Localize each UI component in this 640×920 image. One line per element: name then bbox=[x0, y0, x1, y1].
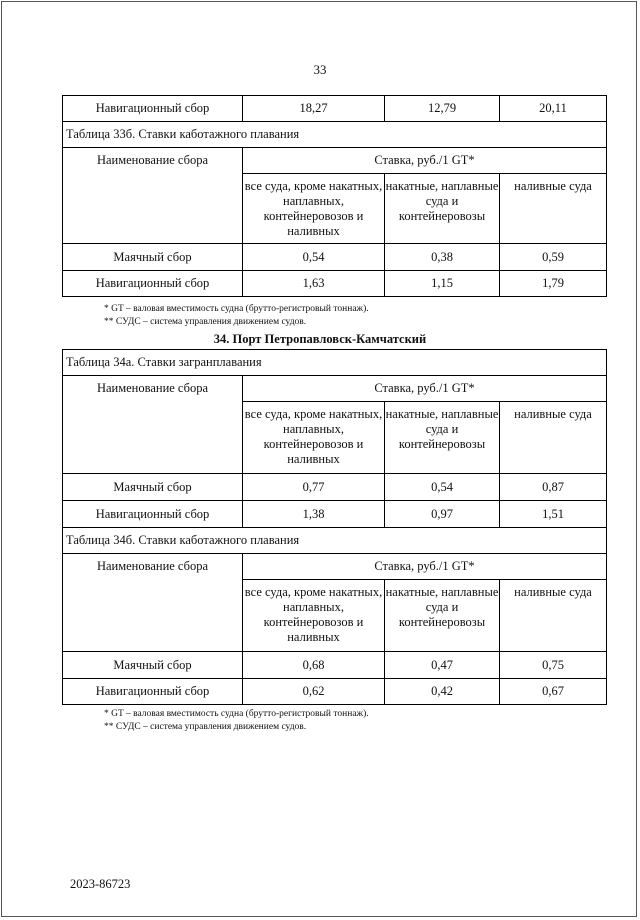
footnote-suds: ** СУДС – система управления движением судов. bbox=[104, 722, 307, 732]
column-header-rate: Ставка, руб./1 GT* bbox=[243, 148, 607, 174]
section-heading: 34. Порт Петропавловск-Камчатский bbox=[213, 332, 427, 346]
column-header-rate: Ставка, руб./1 GT* bbox=[243, 554, 607, 580]
page-number: 33 bbox=[313, 62, 327, 77]
column-header-name: Наименование сбора bbox=[63, 376, 243, 474]
table-title: Таблица 33б. Ставки каботажного плавания bbox=[63, 122, 607, 148]
row-label: Навигационный сбор bbox=[63, 96, 243, 122]
row-label: Маячный сбор bbox=[63, 652, 243, 679]
subheader-general: все суда, кроме накатных, наплавных, контейнеровозов и наливных bbox=[243, 402, 385, 474]
footnote-suds: ** СУДС – система управления движением судов. bbox=[104, 317, 307, 327]
cell-value: 0,77 bbox=[243, 474, 385, 501]
cell-value: 1,38 bbox=[243, 501, 385, 528]
cell-value: 0,68 bbox=[243, 652, 385, 679]
column-header-name: Наименование сбора bbox=[63, 554, 243, 652]
subheader-tankers: наливные суда bbox=[500, 402, 607, 474]
cell-value: 0,54 bbox=[243, 244, 385, 271]
cell-value: 1,51 bbox=[500, 501, 607, 528]
cell-value: 1,63 bbox=[243, 271, 385, 297]
subheader-tankers: наливные суда bbox=[500, 174, 607, 244]
table-row bbox=[63, 679, 607, 705]
table-row bbox=[63, 271, 607, 297]
cell-value: 0,67 bbox=[500, 679, 607, 705]
cell-value: 20,11 bbox=[500, 96, 607, 122]
cell-value: 0,47 bbox=[385, 652, 500, 679]
cell-value: 0,42 bbox=[385, 679, 500, 705]
table-row bbox=[63, 474, 607, 501]
table-row bbox=[63, 244, 607, 271]
cell-value: 0,62 bbox=[243, 679, 385, 705]
column-header-name: Наименование сбора bbox=[63, 148, 243, 244]
cell-value: 0,97 bbox=[385, 501, 500, 528]
subheader-general: все суда, кроме накатных, наплавных, контейнеровозов и наливных bbox=[243, 580, 385, 652]
row-label: Навигационный сбор bbox=[63, 501, 243, 528]
subheader-roro: накатные, наплавные суда и контейнеровозы bbox=[385, 580, 500, 652]
footnote-gt: * GT – валовая вместимость судна (брутто-регистровый тоннаж). bbox=[104, 304, 369, 314]
cell-value: 1,79 bbox=[500, 271, 607, 297]
subheader-general: все суда, кроме накатных, наплавных, контейнеровозов и наливных bbox=[243, 174, 385, 244]
column-header-rate: Ставка, руб./1 GT* bbox=[243, 376, 607, 402]
table-row bbox=[63, 96, 607, 122]
cell-value: 0,59 bbox=[500, 244, 607, 271]
cell-value: 18,27 bbox=[243, 96, 385, 122]
table-33a-continuation bbox=[62, 95, 607, 122]
cell-value: 0,54 bbox=[385, 474, 500, 501]
document-number: 2023-86723 bbox=[70, 877, 131, 891]
row-label: Навигационный сбор bbox=[63, 679, 243, 705]
table-33b bbox=[62, 121, 607, 297]
cell-value: 1,15 bbox=[385, 271, 500, 297]
table-row bbox=[63, 501, 607, 528]
subheader-tankers: наливные суда bbox=[500, 580, 607, 652]
cell-value: 12,79 bbox=[385, 96, 500, 122]
row-label: Маячный сбор bbox=[63, 244, 243, 271]
table-row bbox=[63, 652, 607, 679]
cell-value: 0,87 bbox=[500, 474, 607, 501]
subheader-roro: накатные, наплавные суда и контейнеровозы bbox=[385, 174, 500, 244]
table-34b bbox=[62, 527, 607, 705]
cell-value: 0,38 bbox=[385, 244, 500, 271]
row-label: Маячный сбор bbox=[63, 474, 243, 501]
cell-value: 0,75 bbox=[500, 652, 607, 679]
footnote-gt: * GT – валовая вместимость судна (брутто-регистровый тоннаж). bbox=[104, 709, 369, 719]
table-title: Таблица 34б. Ставки каботажного плавания bbox=[63, 528, 607, 554]
subheader-roro: накатные, наплавные суда и контейнеровозы bbox=[385, 402, 500, 474]
row-label: Навигационный сбор bbox=[63, 271, 243, 297]
table-34a bbox=[62, 349, 607, 528]
table-title: Таблица 34а. Ставки загранплавания bbox=[63, 350, 607, 376]
